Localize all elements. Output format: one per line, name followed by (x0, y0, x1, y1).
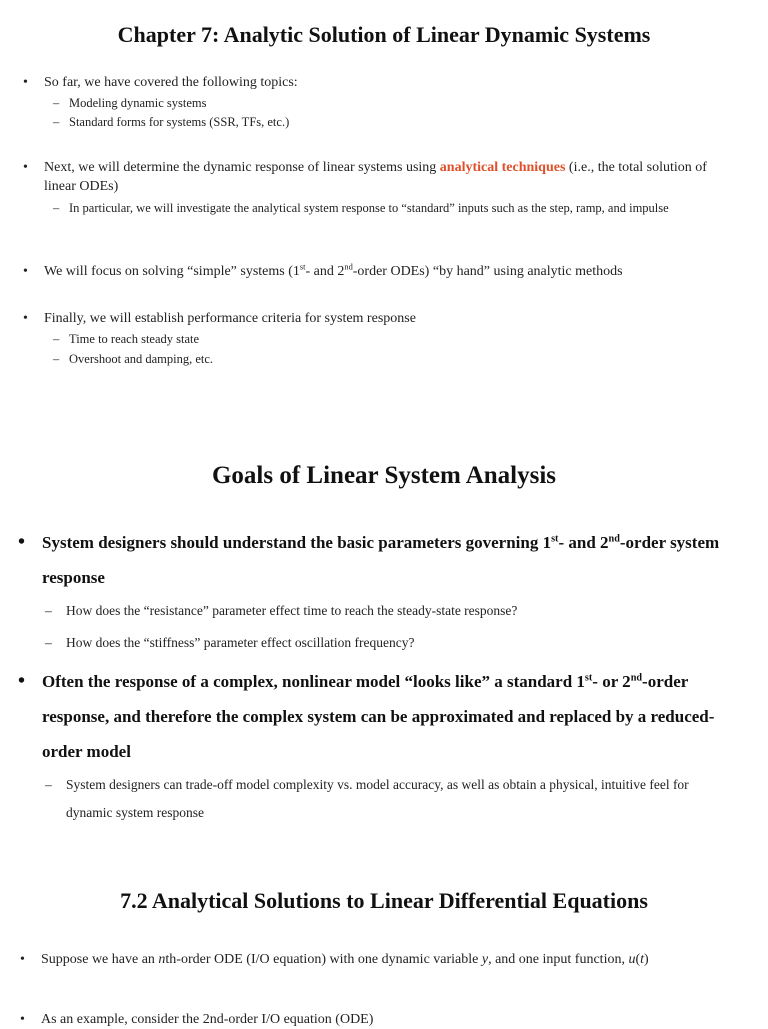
chapter-title: Chapter 7: Analytic Solution of Linear Dynamic Systems (117, 22, 651, 47)
superscript: nd (344, 262, 353, 272)
bullet-text: -order system response (42, 533, 720, 587)
bullet-dot: • (23, 75, 28, 90)
bullet-example (20, 1010, 741, 1029)
sub-text: Standard forms for systems (SSR, TFs, etc.) (69, 115, 290, 129)
bullet-next (23, 158, 724, 196)
bullet-dot: • (20, 952, 25, 967)
section-7-2-title: 7.2 Analytical Solutions to Linear Differential Equations (120, 888, 648, 913)
sub-resistance (45, 597, 746, 625)
bullet-dot: • (18, 670, 26, 692)
bullet-text: - and 2 (558, 533, 609, 552)
dash: – (53, 96, 60, 110)
bullet-text: So far, we have covered the following topics: (44, 75, 298, 90)
sub-text: System designers can trade-off model complexity vs. model accuracy, as well as obtain a physical, intuitive feel for dynamic system response (66, 777, 689, 820)
dash: – (45, 635, 52, 650)
sub-text: Modeling dynamic systems (69, 96, 207, 110)
sub-overshoot (53, 351, 749, 368)
bullet-text: Suppose we have an (41, 952, 159, 967)
bullet-dot: • (23, 160, 28, 175)
dash: – (53, 332, 60, 346)
bullet-suppose (20, 950, 761, 969)
goals-title: Goals of Linear System Analysis (211, 462, 557, 489)
dash: – (53, 201, 60, 215)
bullet-dot: • (18, 531, 26, 553)
bullet-dot: • (23, 264, 28, 279)
bullet-text: , and one input function, (488, 952, 629, 967)
italic-y: y (481, 952, 489, 967)
bullet-focus (23, 262, 744, 281)
superscript: nd (608, 533, 620, 545)
superscript: st (584, 672, 593, 684)
bullet-so-far (23, 73, 744, 92)
bullet-designers (18, 525, 722, 595)
italic-u: u (628, 952, 636, 967)
highlight-analytical-techniques: analytical techniques (439, 160, 566, 175)
bullet-text: Finally, we will establish performance criteria for system response (44, 311, 416, 326)
sub-time-steady (53, 331, 749, 348)
superscript: st (551, 533, 559, 545)
bullet-text: We will focus on solving “simple” systems (1 (44, 264, 300, 279)
bullet-text: Next, we will determine the dynamic response of linear systems using (44, 160, 440, 175)
bullet-text: System designers should understand the basic parameters governing 1 (42, 533, 552, 552)
dash: – (45, 603, 52, 618)
dash: – (53, 352, 60, 366)
bullet-text: As an example, consider the 2nd-order I/O equation (ODE) (41, 1012, 374, 1027)
superscript: nd (630, 672, 643, 684)
sub-text: How does the “resistance” parameter effect time to reach the steady-state response? (66, 603, 518, 618)
bullet-often (18, 664, 742, 769)
sub-standard-forms (53, 114, 749, 131)
italic-n: n (158, 952, 166, 967)
bullet-dot: • (20, 1012, 25, 1027)
bullet-text: -order ODEs) “by hand” using analytic methods (352, 264, 623, 279)
bullet-finally (23, 309, 744, 328)
dash: – (45, 777, 52, 792)
sub-text: Time to reach steady state (69, 332, 200, 346)
bullet-text: (i.e., the total solution of linear ODEs) (44, 160, 707, 194)
sub-text: How does the “stiffness” parameter effect oscillation frequency? (66, 635, 415, 650)
superscript: st (299, 262, 306, 272)
bullet-dot: • (23, 311, 28, 326)
bullet-text: ( (635, 952, 641, 967)
sub-text: In particular, we will investigate the analytical system response to “standard” inputs such as the step, ramp, and impulse (69, 201, 669, 215)
bullet-text: th-order ODE (I/O equation) with one dynamic variable (165, 952, 482, 967)
bullet-text: -order response, and therefore the complex system can be approximated and replaced by a reduced-order model (42, 672, 715, 761)
sub-in-particular (53, 200, 729, 217)
bullet-text: ) (644, 952, 649, 967)
sub-stiffness (45, 629, 746, 657)
sub-modeling (53, 95, 749, 112)
bullet-text: - and 2 (305, 264, 345, 279)
bullet-text: - or 2 (592, 672, 631, 691)
dash: – (53, 115, 60, 129)
sub-text: Overshoot and damping, etc. (69, 352, 214, 366)
sub-trade-off (45, 771, 726, 827)
bullet-text: Often the response of a complex, nonlinear model “looks like” a standard 1 (42, 672, 585, 691)
italic-t: t (640, 952, 645, 967)
